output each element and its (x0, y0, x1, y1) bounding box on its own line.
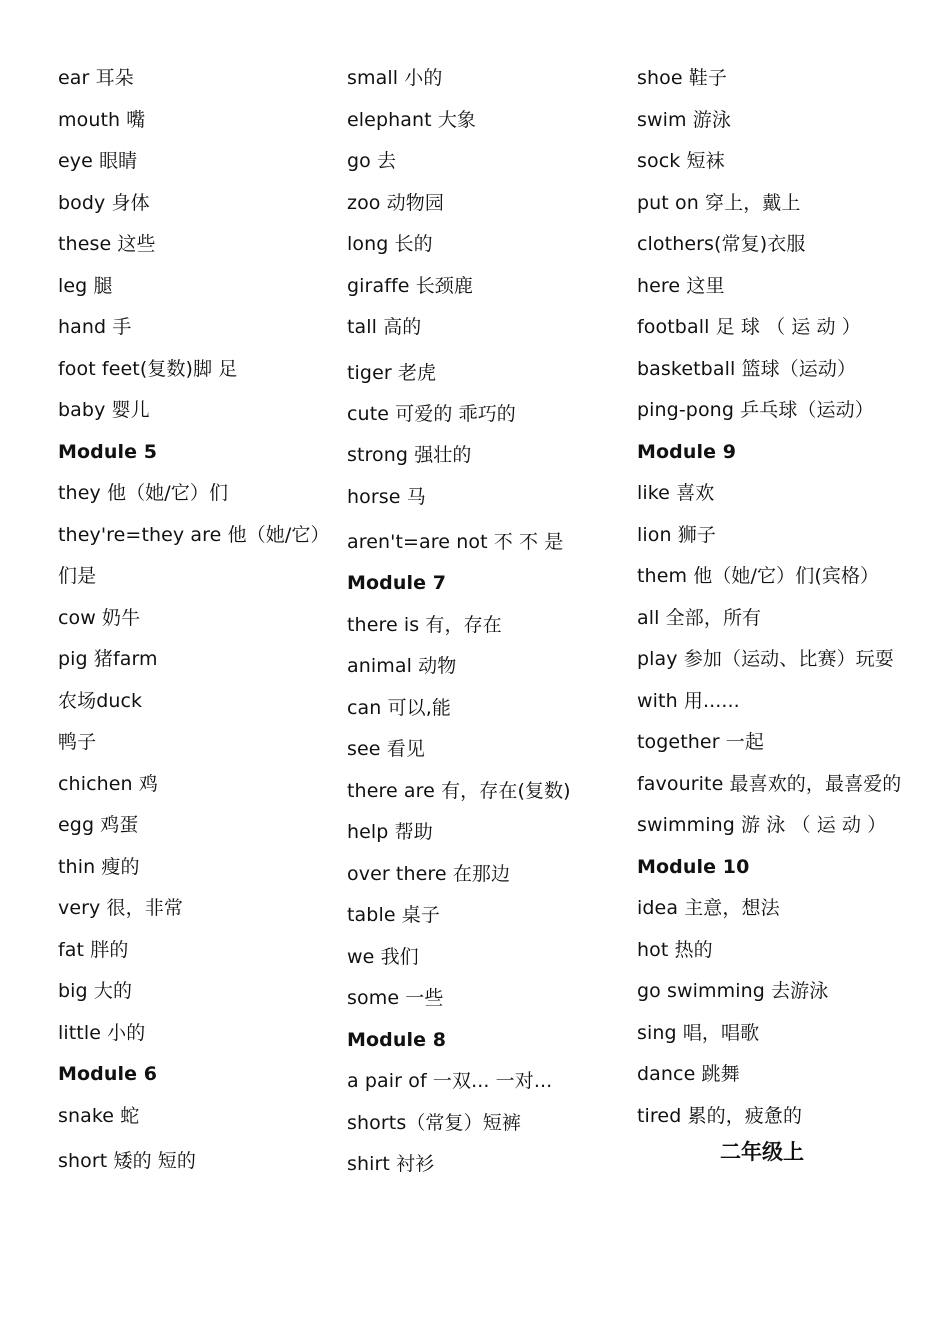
vocab-entry: over there 在那边 (347, 862, 511, 885)
vocab-entry: see 看见 (347, 738, 425, 760)
vocab-entry: very 很，非常 (58, 897, 183, 919)
vocab-entry: baby 婴儿 (58, 399, 150, 421)
module-heading: Module 10 (637, 855, 750, 878)
vocab-entry: go 去 (347, 150, 397, 172)
vocab-entry: cow 奶牛 (58, 606, 141, 629)
vocab-entry: eye 眼睛 (58, 150, 138, 172)
vocab-entry: there are 有，存在(复数) (347, 779, 571, 802)
vocab-entry: strong 强壮的 (347, 444, 472, 466)
vocab-entry: thin 瘦的 (58, 855, 140, 878)
vocab-entry: shirt 衬衫 (347, 1153, 435, 1175)
vocab-column-1 (58, 58, 328, 1182)
vocab-entry: giraffe 长颈鹿 (347, 274, 474, 297)
module-heading: Module 6 (58, 1063, 158, 1085)
module-heading: Module 9 (637, 440, 737, 463)
vocab-entry: shorts（常复）短裤 (347, 1111, 521, 1134)
vocab-entry: fat 胖的 (58, 938, 129, 961)
vocab-entry: long 长的 (347, 233, 433, 255)
vocab-entry: table 桌子 (347, 904, 440, 926)
vocab-entry: ping-pong 乒乓球（运动） (637, 399, 874, 421)
vocab-entry: dance 跳舞 (637, 1063, 740, 1085)
module-heading: Module 7 (347, 572, 447, 594)
vocab-entry: we 我们 (347, 945, 419, 968)
vocab-entry: foot feet(复数)脚 足 (58, 357, 238, 380)
vocab-entry: sing 唱，唱歌 (637, 1021, 760, 1044)
vocab-entry: big 大的 (58, 980, 133, 1002)
vocab-entry: go swimming 去游泳 (637, 980, 829, 1002)
vocab-entry: swimming 游 泳 （ 运 动 ） (637, 814, 887, 836)
module-heading: Module 5 (58, 440, 158, 463)
vocab-entry: zoo 动物园 (347, 191, 444, 214)
vocab-entry: cute 可爱的 乖巧的 (347, 402, 516, 425)
vocab-entry: play 参加（运动、比赛）玩耍 (637, 648, 894, 670)
vocab-entry: put on 穿上，戴上 (637, 191, 801, 214)
vocab-entry: together 一起 (637, 731, 764, 753)
vocab-entry: like 喜欢 (637, 482, 715, 504)
vocab-entry: egg 鸡蛋 (58, 814, 139, 836)
vocab-entry: horse 马 (347, 485, 426, 508)
vocab-entry: short 矮的 短的 (58, 1150, 197, 1172)
vocab-entry: favourite 最喜欢的，最喜爱的 (637, 772, 902, 795)
vocab-entry: tall 高的 (347, 316, 422, 338)
vocab-entry: with 用...... (637, 689, 740, 712)
vocab-entry: body 身体 (58, 191, 150, 214)
vocab-entry: a pair of 一双... 一对... (347, 1070, 553, 1092)
grade-title: 二年级上 (720, 1140, 804, 1164)
vocab-entry: here 这里 (637, 274, 725, 297)
vocab-entry: ear 耳朵 (58, 67, 134, 89)
vocab-entry: small 小的 (347, 67, 443, 89)
vocab-entry: idea 主意，想法 (637, 897, 780, 919)
vocab-entry: pig 猪farm (58, 648, 158, 670)
vocab-entry: aren't=are not 不 不 是 (347, 531, 564, 553)
vocab-entry: mouth 嘴 (58, 108, 146, 131)
vocab-entry: hand 手 (58, 316, 132, 338)
vocab-column-3 (637, 58, 937, 1137)
vocab-entry: some 一些 (347, 987, 444, 1009)
module-heading: Module 8 (347, 1028, 447, 1051)
vocab-entry: snake 蛇 (58, 1104, 140, 1127)
vocab-entry: clothers(常复)衣服 (637, 233, 806, 255)
vocab-entry: sock 短袜 (637, 150, 725, 172)
vocab-entry: help 帮助 (347, 821, 433, 843)
vocab-entry: there is 有，存在 (347, 613, 502, 636)
vocab-entry: them 他（她/它）们(宾格） (637, 565, 880, 587)
vocab-entry: tired 累的，疲惫的 (637, 1104, 803, 1127)
vocab-entry: basketball 篮球（运动） (637, 357, 857, 380)
vocab-entry: 农场duck (58, 689, 143, 712)
vocab-entry: all 全部，所有 (637, 606, 762, 629)
vocab-entry: leg 腿 (58, 274, 113, 297)
vocab-entry: shoe 鞋子 (637, 67, 727, 89)
vocab-column-2 (347, 58, 622, 1186)
vocab-entry: lion 狮子 (637, 523, 716, 546)
vocab-entry: little 小的 (58, 1021, 146, 1044)
vocab-entry: they 他（她/它）们 (58, 482, 229, 504)
vocab-entry: 鸭子 (58, 731, 97, 753)
vocab-entry: these 这些 (58, 233, 156, 255)
vocab-entry: swim 游泳 (637, 108, 731, 131)
vocab-entry: can 可以,能 (347, 696, 452, 719)
vocab-entry: chichen 鸡 (58, 772, 158, 795)
vocab-entry: animal 动物 (347, 655, 457, 677)
vocab-entry: elephant 大象 (347, 108, 477, 131)
vocab-entry: football 足 球 （ 运 动 ） (637, 316, 861, 338)
vocab-entry: tiger 老虎 (347, 361, 437, 384)
vocab-entry: 们是 (58, 565, 97, 587)
vocab-entry: they're=they are 他（她/它） (58, 523, 330, 546)
vocab-entry: hot 热的 (637, 938, 713, 961)
